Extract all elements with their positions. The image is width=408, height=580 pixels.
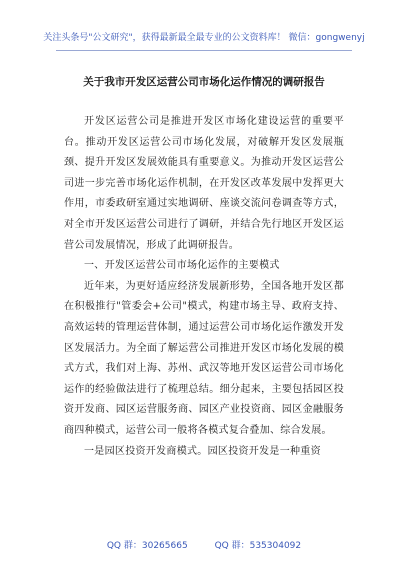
section-heading: 一、开发区运营公司市场化运作的主要模式 bbox=[84, 260, 280, 272]
paragraph-mode-one: 一是园区投资开发商模式。园区投资开发是一种重资 bbox=[84, 445, 321, 457]
document-title: 关于我市开发区运营公司市场化运作情况的调研报告 bbox=[83, 76, 325, 88]
footer-qq: QQ 群：535304092 bbox=[214, 541, 302, 551]
document-body bbox=[64, 112, 344, 462]
header-banner: 关注头条号"公文研究"，获得最新最全最专业的公文资料库！ 微信：gongwenyj bbox=[43, 33, 365, 43]
footer-qq-group: QQ 群：30265665 bbox=[106, 541, 188, 551]
header-divider bbox=[56, 50, 352, 51]
paragraph-modes: 近年来，为更好适应经济发展新形势，全国各地开发区都在积极推行"管委会+公司"模式，构建市场主导、政府支持、高效运转的管理运营体制，通过运营公司市场化运作激发开发区发展活力。为全面了解运营公司推进开发区市场化发展的模式方式，我们对上海、苏州、武汉等地开发区运营公司市场化运作的经验做法进行了梳理总结。细分起来，主要包括园区投资开发商、园区运营服务商、园区产业投资商、园区金融服务商四种模式，运营公司一般将各模式复合叠加、综合发展。 bbox=[64, 280, 344, 436]
paragraph-intro: 开发区运营公司是推进开发区市场化建设运营的重要平台。推动开发区运营公司市场化发展，对破解开发区发展瓶颈、提升开发区发展效能具有重要意义。为推动开发区运营公司进一步完善市场化运作机制，在开发区改革发展中发挥更大作用，市委政研室通过实地调研、座谈交流问卷调查等方式，对全市开发区运营公司进行了调研，并结合先行地区开发区运营公司发展情况，形成了此调研报告。 bbox=[64, 116, 344, 251]
footer bbox=[0, 538, 408, 551]
